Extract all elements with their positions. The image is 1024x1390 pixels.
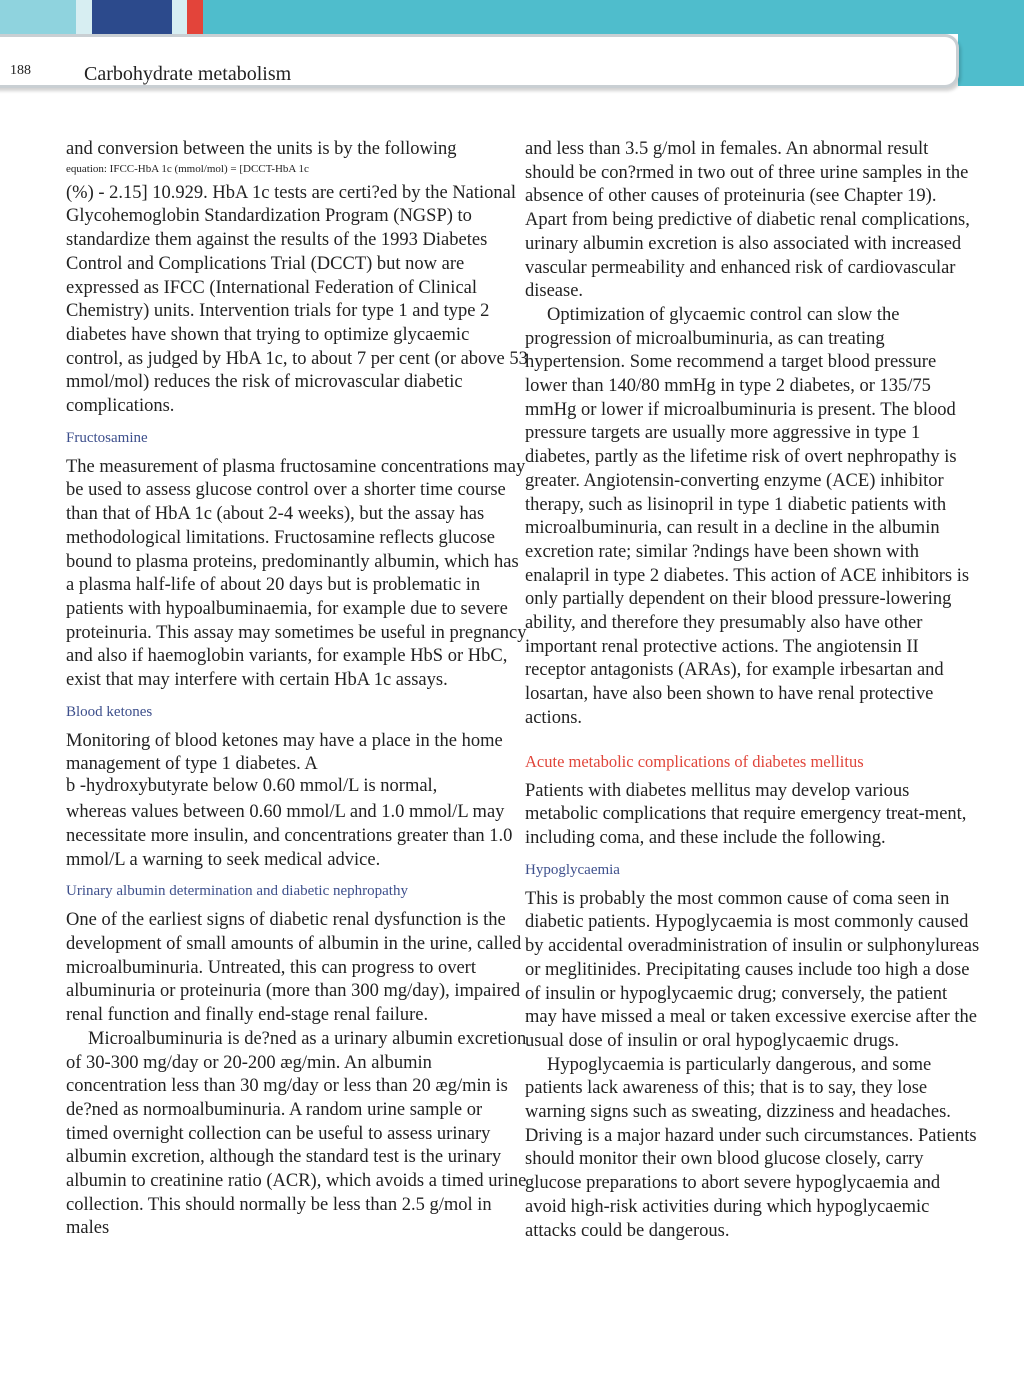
paragraph: Hypoglycaemia is particularly dangerous, and some patients lack awareness of this; that is to say, they lose warning signs such as sweating, dizziness and headaches. Driving is a major hazard under such circumstances. Patients should monitor their own blood glucose closely, carry glucose preparations to abort severe hypoglycaemia and avoid high-risk activities during which hypoglycaemic attacks could be dangerous.: [525, 1054, 977, 1241]
header-accent-red: [187, 0, 203, 34]
paragraph: Monitoring of blood ketones may have a place in the home management of type 1 diabetes. A: [66, 730, 503, 775]
header-accent-pale-2: [172, 0, 187, 34]
right-column: [525, 138, 980, 1243]
header-accent-navy: [92, 0, 172, 34]
page-number: 188: [10, 63, 31, 78]
paragraph: The measurement of plasma fructosamine concentrations may be used to assess glucose control over a shorter time course than that of HbA 1c (about 2-4 weeks), but the assay has methodological limitations. Fructosamine reflects glucose bound to plasma proteins, predominantly albumin, which has a plasma half-life of about 20 days but is problematic in patients with hypoalbuminaemia, for example due to severe proteinuria. This assay may sometimes be useful in pregnancy and also if haemoglobin variants, for example HbS or HbC, exist that may interfere with certain HbA 1c assays.: [66, 456, 527, 691]
subheading-urinary-albumin: Urinary albumin determination and diabetic nephropathy: [66, 883, 408, 900]
paragraph: b -hydroxybutyrate below 0.60 mmol/L is normal,: [66, 776, 438, 797]
paragraph: Microalbuminuria is de?ned as a urinary albumin excretion of 30-300 mg/day or 20-200 æg/min. An albumin concentration less than 30 mg/day or less than 20 æg/min is de?ned as normoalbuminuria. A random urine sample or timed overnight collection can be useful to assess urinary albumin excretion, although the standard test is the urinary albumin to creatinine ratio (ACR), which avoids a timed urine collection. This should normally be less than 2.5 g/mol in males: [66, 1028, 527, 1239]
header-band-right: [958, 34, 1024, 86]
chapter-title: Carbohydrate metabolism: [84, 63, 292, 85]
paragraph: and less than 3.5 g/mol in females. An abnormal result should be con?rmed in two out of three urine samples in the absence of other causes of proteinuria (see Chapter 19). Apart from being predictive of diabetic renal complications, urinary albumin excretion is also associated with increased vascular permeability and enhanced risk of cardiovascular disease.: [525, 139, 970, 302]
subheading-hypoglycaemia: Hypoglycaemia: [525, 861, 620, 878]
paragraph: This is probably the most common cause of coma seen in diabetic patients. Hypoglycaemia is most commonly caused by accidental overadministration of insulin or sulphonylureas or meglitinides. Precipitating causes include too high a dose of insulin or hypoglycaemic drug; conversely, the patient may have missed a meal or taken excessive exercise after the usual dose of insulin or oral hypoglycaemic drugs.: [525, 888, 980, 1051]
equation-line: equation: IFCC-HbA 1c (mmol/mol) = [DCCT-HbA 1c: [66, 162, 309, 175]
paragraph: One of the earliest signs of diabetic renal dysfunction is the development of small amounts of albumin in the urine, called microalbuminuria. Untreated, this can progress to overt albuminuria or proteinuria (more than 300 mg/day), impaired renal function and finally end-stage renal failure.: [66, 910, 522, 1026]
paragraph: Patients with diabetes mellitus may develop various metabolic complications that require emergency treat-ment, including coma, and these include the following.: [525, 780, 967, 848]
paragraph: (%) - 2.15] 10.929. HbA 1c tests are certi?ed by the National Glycohemoglobin Standardization Program (NGSP) to standardize them against the results of the 1993 Diabetes Control and Complications Trial (DCCT) but now are expressed as IFCC (International Federation of Clinical Chemistry) units. Intervention trials for type 1 and type 2 diabetes have shown that trying to optimize glycaemic control, as judged by HbA 1c, to about 7 per cent (or above 53 mmol/mol) reduces the risk of microvascular diabetic complications.: [66, 182, 528, 417]
paragraph: Optimization of glycaemic control can slow the progression of microalbuminuria, as can treating hypertension. Some recommend a target blood pressure lower than 140/80 mmHg in type 2 diabetes, or 135/75 mmHg or lower if microalbuminuria is present. The blood pressure targets are usually more aggressive in type 1 diabetes, partly as the lifetime risk of overt nephropathy is greater. Angiotensin-converting enzyme (ACE) inhibitor therapy, such as lisinopril in type 1 diabetic patients with microalbuminuria, can result in a decline in the albumin excretion rate; similar ?ndings have been shown with enalapril in type 2 diabetes. This action of ACE inhibitors is only partially dependent on their blood pressure-lowering ability, and therefore they presumably also have other important renal protective actions. The angiotensin II receptor antagonists (ARAs), for example irbesartan and losartan, have also been shown to have renal protective actions.: [525, 304, 970, 728]
header-accent-light: [0, 0, 76, 34]
subheading-fructosamine: Fructosamine: [66, 429, 148, 446]
subheading-blood-ketones: Blood ketones: [66, 703, 153, 720]
paragraph: and conversion between the units is by the following: [66, 139, 457, 159]
section-heading-acute-complications: Acute metabolic complications of diabetes mellitus: [525, 751, 864, 771]
left-column: [66, 138, 528, 1241]
paragraph: whereas values between 0.60 mmol/L and 1.0 mmol/L may necessitate more insulin, and concentrations greater than 1.0 mmol/L a warning to seek medical advice.: [66, 802, 513, 870]
header-accent-pale: [76, 0, 92, 34]
